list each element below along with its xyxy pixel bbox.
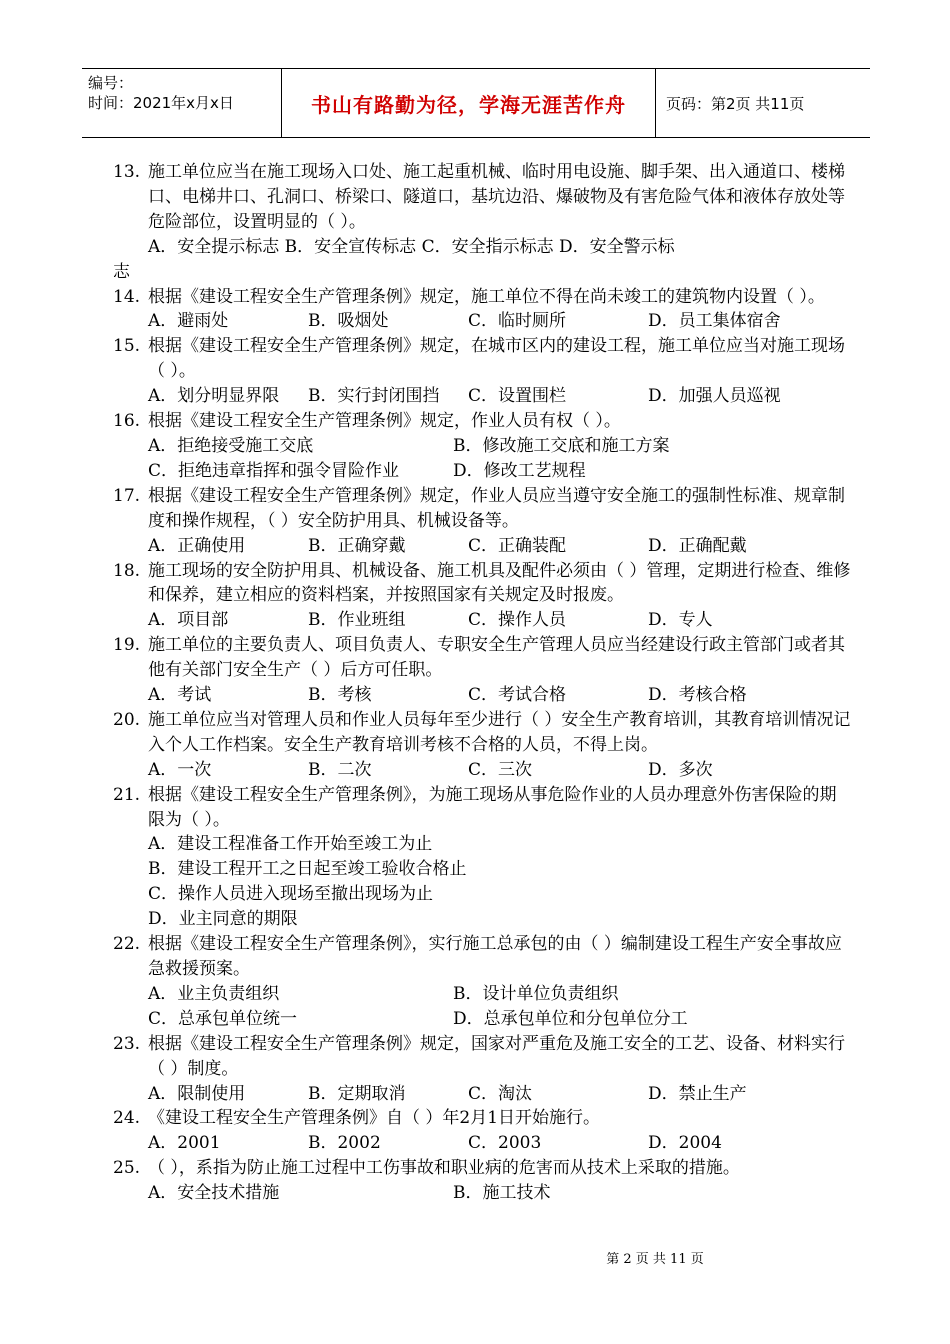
option: D．员工集体宿舍	[648, 311, 781, 332]
option-row	[113, 882, 853, 907]
question-text: 施工单位应当在施工现场入口处、施工起重机械、临时用电设施、脚手架、出入通道口、楼梯口、电梯井口、孔洞口、桥梁口、隧道口，基坑边沿、爆破物及有害危险气体和液体存放处等危险部位，设置明显的（ ）。	[148, 162, 845, 232]
page-header	[82, 68, 870, 138]
option-row	[113, 982, 853, 1007]
question-number: 15.	[113, 336, 141, 357]
question-list	[113, 160, 853, 1206]
option-row-continuation: 志	[113, 261, 130, 282]
option: D．专人	[648, 610, 713, 631]
question-text: 根据《建设工程安全生产管理条例》规定，作业人员有权（ ）。	[148, 411, 621, 432]
question-number: 19.	[113, 635, 141, 656]
header-page-cell	[656, 69, 870, 137]
option: A．建设工程准备工作开始至竣工为止	[148, 834, 433, 855]
motto: 书山有路勤为径，学海无涯苦作舟	[311, 92, 626, 117]
question-number: 16.	[113, 411, 141, 432]
question-item	[113, 1156, 853, 1206]
option: B．正确穿戴	[308, 535, 406, 556]
option: B．吸烟处	[308, 311, 389, 332]
question-item	[113, 783, 853, 932]
option: C．考试合格	[468, 685, 567, 706]
question-text: 根据《建设工程安全生产管理条例》规定，施工单位不得在尚未竣工的建筑物内设置（ ）。	[148, 286, 825, 307]
option: B．实行封闭围挡	[308, 386, 440, 407]
option-row	[113, 534, 853, 559]
option: D．业主同意的期限	[148, 909, 298, 930]
question-item	[113, 285, 853, 335]
question-line	[113, 633, 853, 683]
question-number: 25.	[113, 1158, 141, 1179]
question-text: 根据《建设工程安全生产管理条例》，为施工现场从事危险作业的人员办理意外伤害保险的期限为（ ）。	[148, 784, 837, 830]
option: C．正确装配	[468, 535, 567, 556]
option: B．建设工程开工之日起至竣工验收合格止	[148, 859, 467, 880]
question-text: 施工现场的安全防护用具、机械设备、施工机具及配件必须由（ ）管理，定期进行检查、维修和保养，建立相应的资料档案，并按照国家有关规定及时报废。	[148, 560, 851, 606]
option: C．设置围栏	[468, 386, 567, 407]
option: B．考核	[308, 685, 372, 706]
option-row	[113, 608, 853, 633]
header-motto-cell	[282, 69, 656, 137]
question-line	[113, 559, 853, 609]
option: D．考核合格	[648, 685, 747, 706]
option: A．2001	[148, 1133, 221, 1154]
question-text: 施工单位应当对管理人员和作业人员每年至少进行（ ）安全生产教育培训，其教育培训情况记入个人工作档案。安全生产教育培训考核不合格的人员，不得上岗。	[148, 709, 851, 755]
question-text: 根据《建设工程安全生产管理条例》规定，国家对严重危及施工安全的工艺、设备、材料实行（ ）制度。	[148, 1033, 845, 1079]
option: C．操作人员进入现场至撤出现场为止	[148, 884, 434, 905]
option: C．总承包单位统一	[148, 1008, 298, 1029]
question-number: 22.	[113, 934, 141, 955]
option: D．修改工艺规程	[453, 460, 586, 481]
option-row	[113, 434, 853, 459]
option-row	[113, 907, 853, 932]
page-label: 页码：第2页 共11页	[666, 94, 805, 113]
question-number: 21.	[113, 784, 141, 805]
question-item	[113, 932, 853, 1032]
option-row	[113, 683, 853, 708]
option: C．2003	[468, 1133, 542, 1154]
option: A．项目部	[148, 610, 229, 631]
option: D．加强人员巡视	[648, 386, 781, 407]
question-number: 17.	[113, 485, 141, 506]
option: A．正确使用	[148, 535, 246, 556]
question-item	[113, 708, 853, 783]
page-footer: 第 2 页 共 11 页	[606, 1252, 704, 1267]
option: B．定期取消	[308, 1083, 406, 1104]
option: D．2004	[648, 1133, 722, 1154]
option: A．业主负责组织	[148, 983, 280, 1004]
question-line	[113, 1106, 853, 1131]
question-item	[113, 484, 853, 559]
option: A．一次	[148, 759, 212, 780]
option-row	[113, 1181, 853, 1206]
question-number: 14.	[113, 286, 141, 307]
option-row	[113, 384, 853, 409]
question-item	[113, 633, 853, 708]
date-label: 时间：2021年x月x日	[88, 94, 234, 112]
option-row	[113, 832, 853, 857]
option: A．安全技术措施	[148, 1183, 280, 1204]
option: D．总承包单位和分包单位分工	[453, 1008, 688, 1029]
question-line	[113, 1032, 853, 1082]
question-number: 20.	[113, 709, 141, 730]
option: A．考试	[148, 685, 212, 706]
question-text: 根据《建设工程安全生产管理条例》，实行施工总承包的由（ ）编制建设工程生产安全事故应急救援预案。	[148, 934, 842, 979]
option: A．拒绝接受施工交底	[148, 435, 314, 456]
option: A．限制使用	[148, 1083, 246, 1104]
option-row: A．安全提示标志 B．安全宣传标志 C．安全指示标志 D．安全警示标	[148, 236, 675, 257]
option: C．临时厕所	[468, 311, 567, 332]
option: B．2002	[308, 1133, 381, 1154]
question-text: 《建设工程安全生产管理条例》自（ ）年2月1日开始施行。	[148, 1108, 601, 1129]
question-text: 根据《建设工程安全生产管理条例》规定，在城市区内的建设工程，施工单位应当对施工现场（ ）。	[148, 336, 845, 382]
option: D．正确配戴	[648, 535, 747, 556]
option: C．拒绝违章指挥和强令冒险作业	[148, 460, 400, 481]
option-row	[113, 857, 853, 882]
question-number: 24.	[113, 1108, 141, 1129]
option: D．禁止生产	[648, 1083, 747, 1104]
number-label: 编号：	[88, 74, 134, 92]
option-row	[113, 1007, 853, 1032]
question-item	[113, 160, 853, 285]
question-item	[113, 559, 853, 634]
question-item	[113, 1032, 853, 1107]
question-text: 施工单位的主要负责人、项目负责人、专职安全生产管理人员应当经建设行政主管部门或者其他有关部门安全生产（ ）后方可任职。	[148, 635, 845, 681]
question-number: 18.	[113, 560, 141, 581]
question-line	[113, 160, 853, 235]
option-row	[113, 758, 853, 783]
question-line	[113, 334, 853, 384]
option: B．二次	[308, 759, 372, 780]
question-item	[113, 334, 853, 409]
option-row	[113, 459, 853, 484]
option: B．作业班组	[308, 610, 406, 631]
question-line	[113, 783, 853, 833]
question-line	[113, 484, 853, 534]
option: B．设计单位负责组织	[453, 983, 619, 1004]
question-item	[113, 409, 853, 484]
option: C．操作人员	[468, 610, 567, 631]
question-number: 13.	[113, 162, 141, 182]
question-line	[113, 932, 853, 982]
question-number: 23.	[113, 1033, 141, 1054]
option-row	[113, 309, 853, 334]
option: A．划分明显界限	[148, 386, 280, 407]
option-row	[113, 1082, 853, 1107]
question-text: 根据《建设工程安全生产管理条例》规定，作业人员应当遵守安全施工的强制性标准、规章制度和操作规程，（ ）安全防护用具、机械设备等。	[148, 485, 845, 531]
question-line	[113, 409, 853, 434]
option: B．修改施工交底和施工方案	[453, 435, 670, 456]
question-item	[113, 1106, 853, 1156]
option: B．施工技术	[453, 1183, 551, 1204]
question-line	[113, 285, 853, 310]
option: A．避雨处	[148, 311, 229, 332]
question-text: （ ），系指为防止施工过程中工伤事故和职业病的危害而从技术上采取的措施。	[148, 1158, 740, 1179]
option: C．淘汰	[468, 1083, 533, 1104]
option-row	[113, 1131, 853, 1156]
header-info-cell	[82, 69, 282, 137]
question-line	[113, 708, 853, 758]
option: D．多次	[648, 759, 713, 780]
question-line	[113, 1156, 853, 1181]
option: C．三次	[468, 759, 533, 780]
